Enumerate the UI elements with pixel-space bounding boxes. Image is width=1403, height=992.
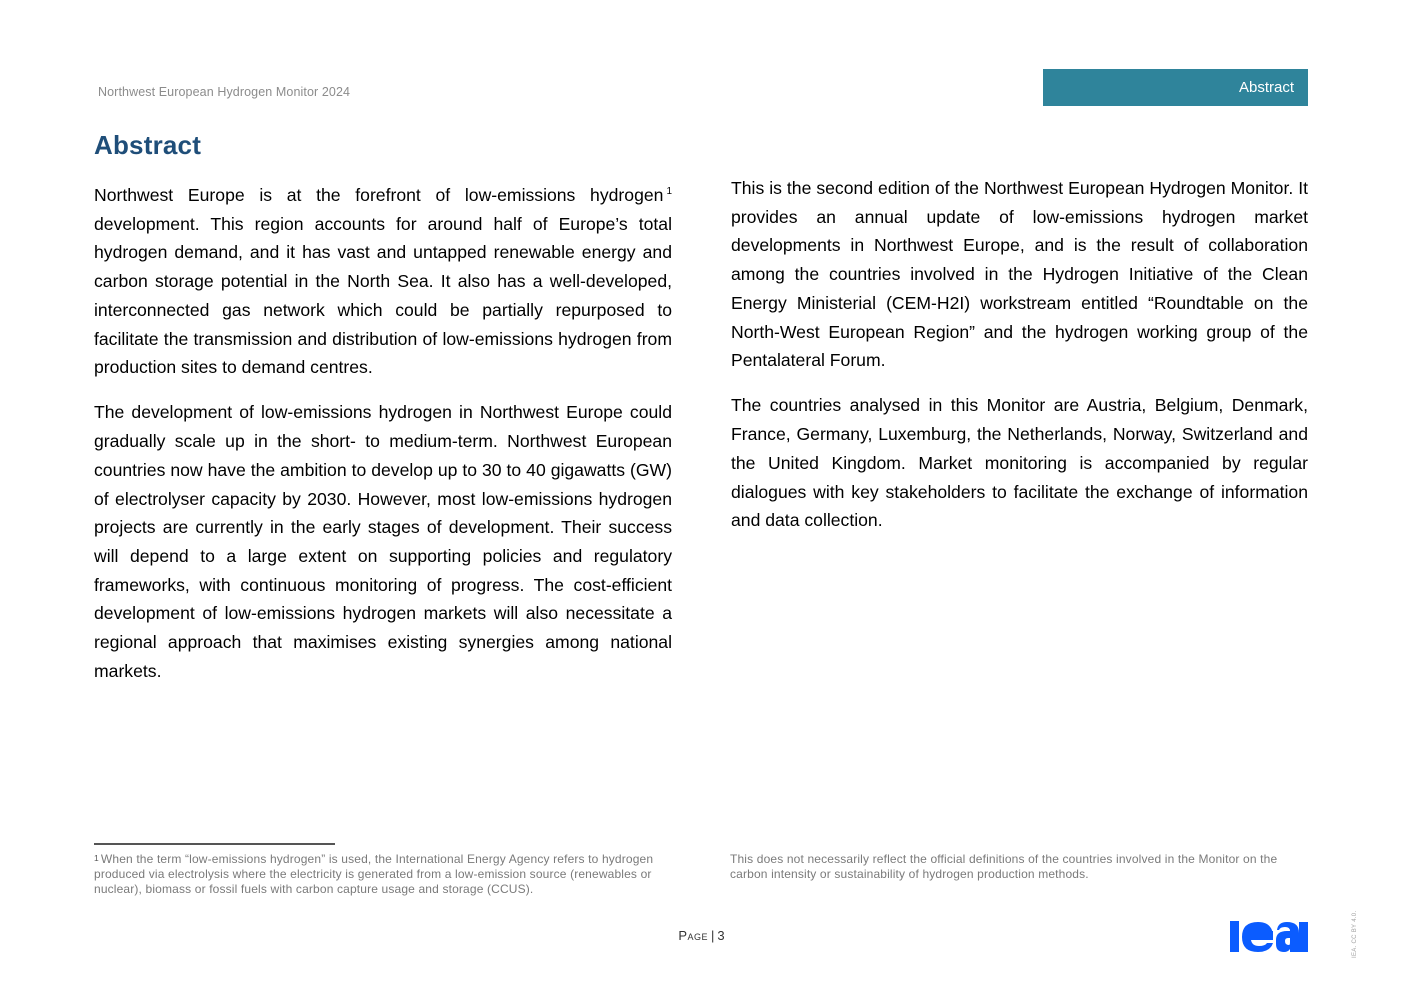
right-paragraph-2: The countries analysed in this Monitor are Austria, Belgium, Denmark, France, Germany, Luxemburg, the Netherlands, Norway, Switzerland and the United Kingdom. Market monitoring is accompanied by regular dialogues with key stakeholders to facilitate the exchange of information and data collection.	[731, 395, 1308, 531]
right-paragraph-1: This is the second edition of the Northwest European Hydrogen Monitor. It provides an annual update of low-emissions hydrogen market developments in Northwest Europe, and is the result of collaboration among the countries involved in the Hydrogen Initiative of the Clean Energy Ministerial (CEM-H2I) workstream entitled “Roundtable on the North-West European Region” and the hydrogen working group of the Pentalateral Forum.	[731, 178, 1308, 371]
left-paragraph-2: The development of low-emissions hydrogen in Northwest Europe could gradually scale up in the short- to medium-term. Northwest European countries now have the ambition to develop up to 30 to 40 gigawatts (GW) of electrolyser capacity by 2030. However, most low-emissions hydrogen projects are currently in the early stages of development. Their success will depend to a large extent on supporting policies and regulatory frameworks, with continuous monitoring of progress. The cost-efficient development of low-emissions hydrogen markets will also necessitate a regional approach that maximises existing synergies among national markets.	[94, 402, 672, 681]
page-separator: |	[711, 928, 715, 943]
right-column	[731, 174, 1308, 551]
running-header: Northwest European Hydrogen Monitor 2024	[98, 85, 351, 99]
footnote-reference[interactable]: 1	[666, 186, 672, 198]
section-tab: Abstract	[1043, 69, 1308, 106]
footnote-left	[94, 852, 684, 898]
footnote-right: This does not necessarily reflect the official definitions of the countries involved in the Monitor on the carbon intensity or sustainability of hydrogen production methods.	[730, 852, 1278, 882]
footnote-divider	[94, 843, 335, 845]
iea-logo-icon[interactable]	[1230, 918, 1308, 952]
left-paragraph-1-continued: development. This region accounts for around half of Europe’s total hydrogen demand, and it has vast and untapped renewable energy and carbon storage potential in the North Sea. It also has a well-developed, interconnected gas network which could be partially repurposed to facilitate the transmission and distribution of low-emissions hydrogen from production sites to demand centres.	[94, 213, 672, 378]
footnote-number: 1	[94, 853, 99, 863]
left-column	[94, 181, 672, 702]
footnote-left-text: When the term “low-emissions hydrogen” is used, the International Energy Agency refers to hydrogen produced via electrolysis where the electricity is generated from a low-emission source (renewables or nuclear), biomass or fossil fuels with carbon capture usage and storage (CCUS).	[94, 852, 654, 897]
left-paragraph-1	[94, 181, 672, 382]
page-number-footer	[0, 928, 1403, 943]
page-title: Abstract	[94, 130, 202, 160]
left-paragraph-1-text: Northwest Europe is at the forefront of low-emissions hydrogen	[94, 185, 664, 205]
page-label: Page	[678, 928, 709, 943]
page-number: 3	[717, 928, 725, 943]
license-note: IEA. CC BY 4.0.	[1352, 910, 1358, 958]
